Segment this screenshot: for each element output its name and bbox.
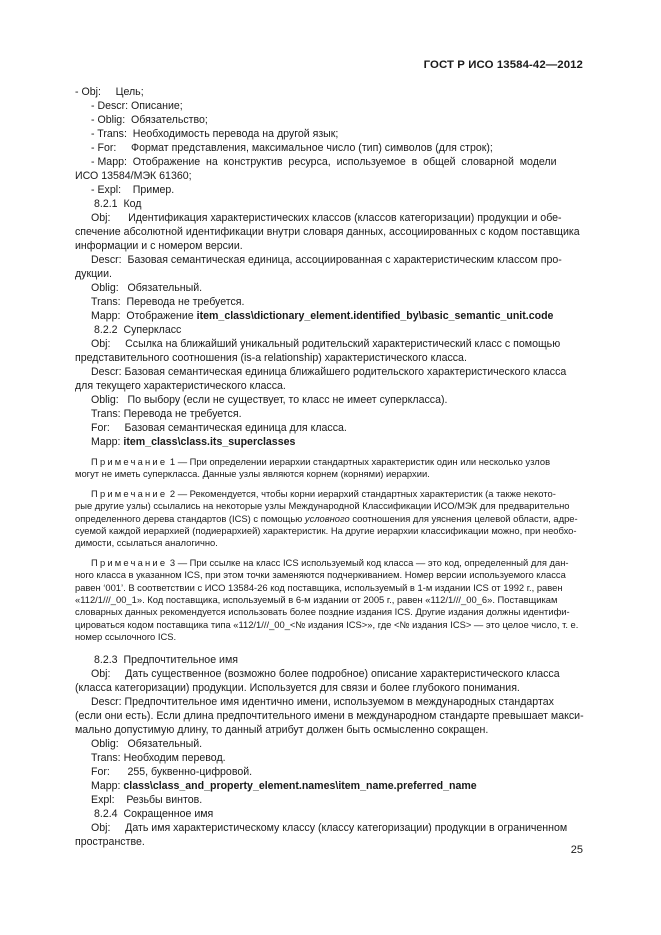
note-label: Примечание <box>91 456 168 467</box>
obj-line: (класса категоризации) продукции. Используется для связи и более глубокого понимания. <box>75 681 520 694</box>
note-text: 3 — При ссылке на класс ICS используемый код класса — это код, определенный для дан- <box>167 556 569 568</box>
note-line <box>75 456 584 468</box>
note-line: димости, ссылаться аналогично. <box>75 537 218 549</box>
descr-line: Descr: Базовая семантическая единица ближайшего родительского характеристического класса <box>91 366 567 378</box>
section-heading: 8.2.4 Сокращенное имя <box>94 807 214 820</box>
field-legend-list <box>75 85 584 197</box>
note-text: 1 — При определении иерархии стандартных характеристик один или несколько узлов <box>167 456 551 467</box>
section-heading: 8.2.3 Предпочтительное имя <box>94 653 238 666</box>
note-text: 2 — Рекомендуется, чтобы корни иерархий стандартных характеристик (а также некото- <box>167 487 556 499</box>
trans-line: Trans: Необходим перевод. <box>91 751 226 764</box>
note-line: равен ‘001’. В соответствии с ИСО 13584-26 код поставщика, используемый в 1-м издании ICS от 1992 г., равен <box>75 581 563 593</box>
note-label: Примечание <box>91 556 168 568</box>
document-body <box>75 85 584 849</box>
descr-line: для текущего характеристического класса. <box>75 380 286 392</box>
note-text: соотношения для уяснения целевой области, адре- <box>349 512 578 524</box>
note-line <box>75 513 584 525</box>
section-heading: 8.2.2 Суперкласс <box>94 324 182 336</box>
list-item: - Obj: Цель; <box>75 86 144 98</box>
note-line: могут не иметь суперкласса. Данные узлы являются корнем (корнями) иерархии. <box>75 468 430 480</box>
note-line: «112/1///_00_1». Код поставщика, используемый в 6-м издании от 2005 г., равен «112/1///_00_6». Поставщикам <box>75 594 558 606</box>
note-2 <box>75 488 584 550</box>
list-item: - Trans: Необходимость перевода на другой язык; <box>91 128 339 140</box>
obj-line: Obj: Дать имя характеристическому классу (классу категоризации) продукции в ограниченном <box>91 821 568 834</box>
mapp-label: Mapp: <box>91 436 124 448</box>
for-line: For: 255, буквенно-цифровой. <box>91 765 253 778</box>
section-8-2-2 <box>75 323 584 449</box>
list-item: - Mapp: Отображение на конструктив ресурса, используемое в общей словарной модели <box>91 156 557 168</box>
obj-line: Obj: Идентификация характеристических классов (классов категоризации) продукции и обе- <box>91 212 562 224</box>
obj-line: представительного соотношения (is-a relationship) характеристического класса. <box>75 352 467 364</box>
note-line: номер ссылочного ICS. <box>75 631 177 643</box>
obj-line: Obj: Дать существенное (возможно более подробное) описание характеристического класса <box>91 667 560 680</box>
mapp-value: item_class\class.its_superclasses <box>123 436 296 448</box>
note-line: словарных данных рекомендуется использовать более поздние издания ICS. Другие издания должны идентифи- <box>75 606 570 618</box>
section-8-2-4 <box>75 807 584 849</box>
mapp-line <box>75 309 584 323</box>
expl-line: Expl: Резьбы винтов. <box>91 793 203 806</box>
descr-line: Descr: Базовая семантическая единица, ассоциированная с характеристическим классом про- <box>91 254 562 266</box>
note-line: суемой каждой иерархией (подиерархией) характеристик. На другие иерархии классификации можно, при необхо- <box>75 525 577 537</box>
obj-line: информации и с номером версии. <box>75 240 243 252</box>
descr-line: мально допустимую длину, то данный атрибут должен быть осмысленно сокращен. <box>75 723 489 736</box>
note-line: цироваться кодом поставщика типа «112/1///_00_<№ издания ICS>», где <№ издания ICS> — это целое число, т. е. <box>75 618 579 630</box>
mapp-value: item_class\dictionary_element.identified_by\basic_semantic_unit.code <box>196 310 554 322</box>
oblig-line: Oblig: По выбору (если не существует, то класс не имеет суперкласса). <box>91 394 448 406</box>
obj-line: спечение абсолютной идентификации внутри словаря данных, ассоциированных с кодом поставщика <box>75 226 580 238</box>
note-text: определенного дерева стандартов (ICS) с помощью <box>75 512 305 524</box>
oblig-line: Oblig: Обязательный. <box>91 282 203 294</box>
note-label: Примечание <box>91 487 168 499</box>
mapp-value: class\class_and_property_element.names\item_name.preferred_name <box>123 779 477 792</box>
section-heading: 8.2.1 Код <box>94 198 142 210</box>
list-item: - Oblig: Обязательство; <box>91 114 208 126</box>
descr-line: Descr: Предпочтительное имя идентично имени, используемом в международных стандартах <box>91 695 554 708</box>
trans-line: Trans: Перевода не требуется. <box>91 296 245 308</box>
mapp-line <box>75 779 584 793</box>
note-1 <box>75 456 584 481</box>
note-line: ного класса в указанном ICS, при этом точки заменяются подчеркиванием. Номер версии используемого класса <box>75 569 566 581</box>
list-item: - Descr: Описание; <box>91 100 183 112</box>
obj-line: пространстве. <box>75 835 145 848</box>
note-3 <box>75 557 584 644</box>
page-number: 25 <box>570 844 583 856</box>
descr-line: дукции. <box>75 268 112 280</box>
list-item: - Expl: Пример. <box>91 184 175 196</box>
descr-line: (если они есть). Если длина предпочтительного имени в международном стандарте превышает макси- <box>75 709 584 722</box>
note-emphasis: условного <box>304 512 350 524</box>
mapp-label: Mapp: <box>91 779 124 792</box>
document-header: ГОСТ Р ИСО 13584-42—2012 <box>423 59 583 71</box>
mapp-label: Mapp: Отображение <box>91 310 197 322</box>
mapp-line <box>75 435 584 449</box>
list-item-continuation: ИСО 13584/МЭК 61360; <box>75 170 192 182</box>
section-8-2-3 <box>75 653 584 807</box>
for-line: For: Базовая семантическая единица для класса. <box>91 422 347 434</box>
note-line: рые другие узлы) ссылались на некоторые узлы Международной Классификации ИСО/МЭК для предварительно <box>75 500 570 512</box>
obj-line: Obj: Ссылка на ближайший уникальный родительский характеристический класс с помощью <box>91 338 561 350</box>
oblig-line: Oblig: Обязательный. <box>91 737 203 750</box>
note-line <box>75 557 584 569</box>
trans-line: Trans: Перевода не требуется. <box>91 408 242 420</box>
list-item: - For: Формат представления, максимальное число (тип) символов (для строк); <box>91 142 493 154</box>
note-line <box>75 488 584 500</box>
section-8-2-1 <box>75 197 584 323</box>
